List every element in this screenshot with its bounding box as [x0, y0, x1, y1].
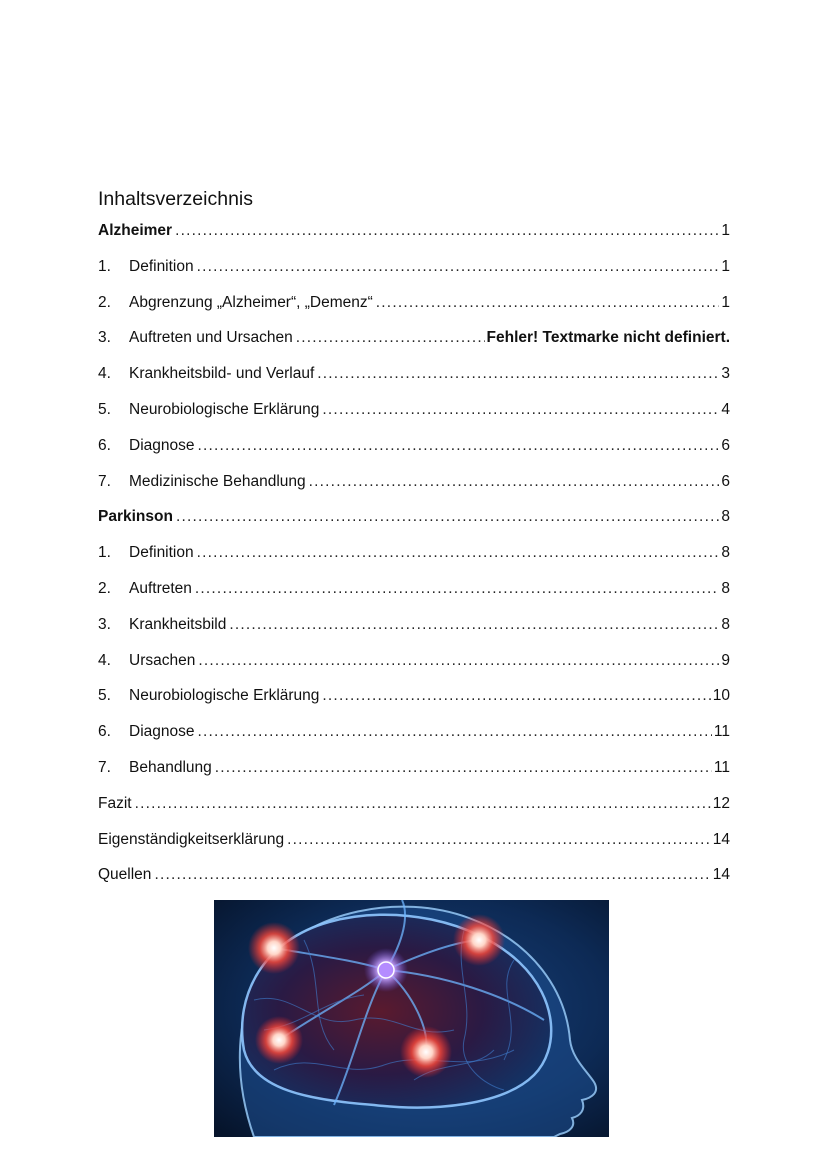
- toc-entry-number: 7.: [98, 472, 111, 490]
- toc-entry[interactable]: [98, 614, 730, 650]
- toc-entry-label: Abgrenzung „Alzheimer“, „Demenz“: [129, 293, 373, 311]
- toc-entry-label: Diagnose: [129, 723, 195, 741]
- toc-dot-leader: [309, 471, 720, 493]
- toc-entry-number: 5.: [98, 687, 111, 705]
- toc-entry-label: Definition: [129, 544, 194, 562]
- toc-entry-label: Fazit: [98, 794, 132, 812]
- toc-entry[interactable]: [98, 363, 730, 399]
- toc-dot-leader: [197, 256, 720, 278]
- toc-entry-number: 6.: [98, 436, 111, 454]
- toc-entry-error-message: Fehler! Textmarke nicht definiert.: [486, 329, 730, 347]
- toc-entry[interactable]: [98, 757, 730, 793]
- toc-entry-label: Medizinische Behandlung: [129, 472, 306, 490]
- toc-dot-leader: [376, 292, 720, 314]
- toc-entry-page-number: 1: [721, 293, 730, 311]
- toc-entry-number: 2.: [98, 579, 111, 597]
- toc-entry[interactable]: [98, 327, 730, 363]
- toc-dot-leader: [322, 399, 719, 421]
- toc-entry-number: 5.: [98, 400, 111, 418]
- toc-entry-label: Auftreten und Ursachen: [129, 329, 293, 347]
- toc-entry-label: Neurobiologische Erklärung: [129, 400, 320, 418]
- toc-entry-label: Neurobiologische Erklärung: [129, 687, 320, 705]
- toc-dot-leader: [175, 220, 719, 242]
- toc-entry-page-number: 11: [713, 758, 730, 776]
- toc-entry-label: Behandlung: [129, 758, 212, 776]
- toc-entry-page-number: 12: [712, 794, 730, 812]
- toc-entry-page-number: 8: [721, 615, 730, 633]
- toc-entry[interactable]: [98, 435, 730, 471]
- toc-entry-label: Krankheitsbild- und Verlauf: [129, 365, 315, 383]
- toc-title: Inhaltsverzeichnis: [98, 188, 253, 210]
- toc-entry-number: 3.: [98, 329, 111, 347]
- toc-entry-number: 7.: [98, 758, 111, 776]
- toc-entry[interactable]: [98, 793, 730, 829]
- toc-dot-leader: [296, 327, 485, 349]
- toc-entry-number: 3.: [98, 615, 111, 633]
- toc-entry[interactable]: [98, 578, 730, 614]
- toc-dot-leader: [176, 506, 719, 528]
- toc-entry-page-number: 14: [712, 830, 730, 848]
- toc-entry-page-number: 6: [721, 436, 730, 454]
- toc-dot-leader: [198, 435, 720, 457]
- toc-entry[interactable]: [98, 829, 730, 865]
- toc-entry-page-number: 14: [712, 866, 730, 884]
- toc-entry-label: Alzheimer: [98, 222, 173, 239]
- toc-entry-number: 1.: [98, 257, 111, 275]
- toc-dot-leader: [198, 650, 719, 672]
- toc-entry-number: 1.: [98, 544, 111, 562]
- toc-entry-label: Ursachen: [129, 651, 196, 669]
- toc-entry-label: Krankheitsbild: [129, 615, 227, 633]
- toc-dot-leader: [215, 757, 712, 779]
- brain-neurons-illustration: [214, 900, 609, 1137]
- toc-entry-page-number: 8: [721, 508, 730, 526]
- toc-entry[interactable]: [98, 471, 730, 507]
- toc-dot-leader: [154, 864, 710, 886]
- toc-entry-page-number: 3: [721, 365, 730, 383]
- toc-entry-label: Diagnose: [129, 436, 195, 454]
- toc-entry-number: 4.: [98, 365, 111, 383]
- toc-entry[interactable]: [98, 542, 730, 578]
- toc-entry-page-number: 1: [721, 257, 730, 275]
- toc-entry-label: Definition: [129, 257, 194, 275]
- toc-entry-page-number: 1: [721, 222, 730, 239]
- toc-entry[interactable]: [98, 685, 730, 721]
- toc-entry-page-number: 10: [712, 687, 730, 705]
- toc-entry[interactable]: [98, 220, 730, 256]
- toc-dot-leader: [135, 793, 711, 815]
- toc-entry[interactable]: [98, 721, 730, 757]
- toc-entry-label: Auftreten: [129, 579, 192, 597]
- toc-entry-page-number: 4: [721, 400, 730, 418]
- toc-entry-label: Quellen: [98, 866, 152, 884]
- toc-entry-page-number: 9: [721, 651, 730, 669]
- table-of-contents: [98, 220, 730, 900]
- toc-entry-number: 2.: [98, 293, 111, 311]
- toc-entry-label: Parkinson: [98, 508, 173, 526]
- toc-dot-leader: [287, 829, 711, 851]
- toc-entry[interactable]: [98, 256, 730, 292]
- toc-dot-leader: [198, 721, 712, 743]
- toc-dot-leader: [322, 685, 710, 707]
- toc-entry[interactable]: [98, 650, 730, 686]
- toc-entry-label: Eigenständigkeitserklärung: [98, 830, 285, 848]
- brain-illustration-svg: [214, 900, 609, 1137]
- toc-entry[interactable]: [98, 399, 730, 435]
- toc-entry[interactable]: [98, 292, 730, 328]
- toc-entry[interactable]: [98, 506, 730, 542]
- toc-entry-number: 6.: [98, 723, 111, 741]
- toc-entry-page-number: 11: [713, 723, 730, 741]
- toc-entry-page-number: 8: [721, 544, 730, 562]
- toc-entry-number: 4.: [98, 651, 111, 669]
- toc-dot-leader: [229, 614, 719, 636]
- toc-dot-leader: [317, 363, 719, 385]
- toc-dot-leader: [195, 578, 719, 600]
- toc-entry-page-number: 6: [721, 472, 730, 490]
- toc-entry[interactable]: [98, 864, 730, 900]
- toc-entry-page-number: 8: [721, 579, 730, 597]
- toc-dot-leader: [197, 542, 720, 564]
